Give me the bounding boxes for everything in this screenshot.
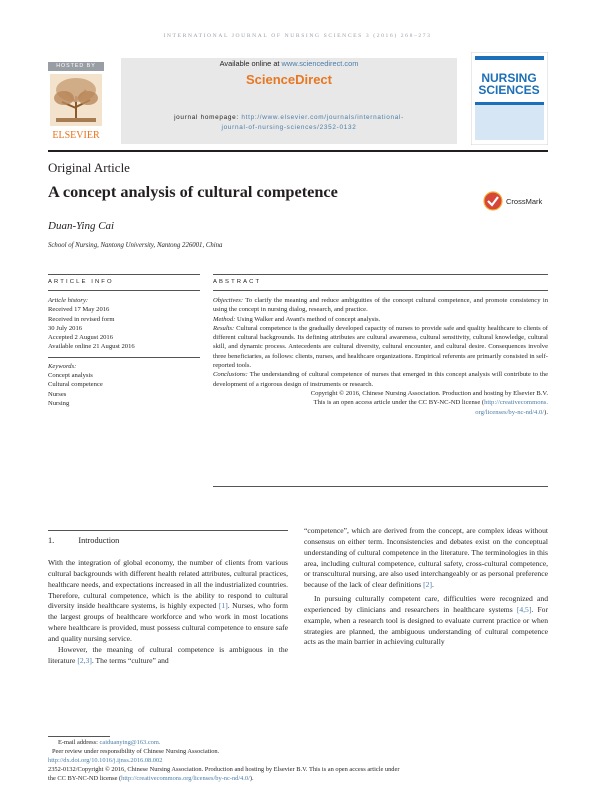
keyword: Nurses — [48, 390, 67, 398]
history-item: Received 17 May 2016 — [48, 306, 110, 314]
abstract-conclusions — [213, 370, 548, 389]
hosted-by-label: HOSTED BY — [48, 62, 104, 71]
section-number: 1. — [48, 536, 55, 545]
history-label: Article history: — [48, 297, 89, 304]
sciencedirect-logo[interactable]: ScienceDirect — [246, 72, 332, 87]
article-info — [48, 296, 200, 408]
elsevier-logo[interactable] — [48, 72, 104, 144]
results-label: Results: — [213, 324, 235, 332]
conclusions-label: Conclusions: — [213, 371, 248, 379]
cover-title-line2: SCIENCES — [478, 83, 540, 97]
abstract-body — [213, 296, 548, 417]
cover-title-line1: NURSING — [481, 71, 537, 85]
body-left-column — [48, 558, 288, 666]
homepage-label: journal homepage: — [174, 114, 239, 121]
history-item: Received in revised form — [48, 315, 115, 323]
keyword: Nursing — [48, 399, 70, 407]
author-affiliation: School of Nursing, Nantong University, Nantong 226001, China — [48, 242, 223, 249]
available-online-label: Available online at — [219, 59, 280, 68]
license-suffix: ). — [544, 408, 548, 416]
objectives-label: Objectives: — [213, 297, 244, 304]
footnotes — [48, 738, 548, 783]
paragraph-text: In pursuing culturally competent care, difficulties were recognized and experienced by clinicians and researchers in healthcare systems — [304, 594, 548, 614]
abstract-results — [213, 324, 548, 370]
citation-link[interactable]: [2] — [423, 580, 432, 590]
license-link-2[interactable]: org/licenses/by-nc-nd/4.0/ — [475, 408, 545, 416]
keyword: Cultural competence — [48, 381, 103, 389]
email-label: E-mail address: — [58, 739, 98, 746]
running-head: INTERNATIONAL JOURNAL OF NURSING SCIENCES 3 (2016) 268–273 — [163, 33, 432, 39]
available-online-line — [121, 59, 457, 68]
keyword: Concept analysis — [48, 372, 93, 380]
section-heading — [48, 536, 119, 545]
footer-license-link[interactable]: http://creativecommons.org/licenses/by-nc-nd/4.0/ — [121, 775, 250, 782]
method-label: Method: — [213, 315, 236, 323]
abstract-heading: ABSTRACT — [213, 279, 262, 285]
abstract-bottom-rule — [213, 486, 548, 487]
journal-homepage — [121, 113, 457, 133]
article-type: Original Article — [48, 160, 130, 175]
email-link[interactable]: caiduanying@163.com. — [99, 739, 161, 746]
article-title: A concept analysis of cultural competence — [48, 182, 338, 201]
sciencedirect-url-link[interactable]: www.sciencedirect.com — [281, 59, 359, 68]
footer-license-suffix: ). — [249, 775, 254, 782]
footer-license-prefix: the CC BY-NC-ND license ( — [48, 775, 122, 782]
article-info-heading: ARTICLE INFO — [48, 279, 114, 285]
conclusions-text: The understanding of cultural competence of nurses that emerged in this concept analysis will contribute to the development of a rigorous design of instruments or research. — [213, 371, 549, 388]
peer-review-note: Peer review under responsibility of Chinese Nursing Association. — [52, 748, 220, 755]
method-text: Using Walker and Avant's method of concept analysis. — [237, 315, 381, 323]
paragraph-text: . The terms “culture” and — [91, 655, 169, 665]
crossmark-badge[interactable] — [482, 190, 548, 212]
doi-link[interactable]: http://dx.doi.org/10.1016/j.ijnss.2016.08.002 — [48, 757, 163, 764]
citation-link[interactable]: [2,3] — [77, 655, 92, 665]
paragraph — [304, 526, 548, 591]
abstract-copyright-1: Copyright © 2016, Chinese Nursing Association. Production and hosting by Elsevier B.V. — [310, 389, 548, 397]
crossmark-label: CrossMark — [506, 197, 543, 206]
abstract-top-rule — [213, 274, 548, 275]
abstract-rule — [213, 290, 548, 291]
section-title: Introduction — [78, 536, 120, 545]
paragraph-text: However, the meaning of cultural competence is ambiguous in the literature — [48, 644, 288, 665]
citation-link[interactable]: [1] — [218, 601, 228, 611]
article-info-top-rule — [48, 274, 200, 275]
keywords-divider — [48, 357, 200, 358]
license-link-1[interactable]: http://creativecommons. — [484, 399, 548, 407]
article-info-rule — [48, 290, 200, 291]
history-item: Available online 21 August 2016 — [48, 343, 135, 351]
footer-copyright-1: 2352-0132/Copyright © 2016, Chinese Nursing Association. Production and hosting by Elsevier B.V. This is an open access article under — [48, 766, 400, 773]
objectives-text: To clarify the meaning and reduce ambiguities of the concept cultural competence, and promote consistency in using the concept in nursing dialog, research, and practice. — [213, 297, 549, 314]
paragraph-text: “competence”, which are derived from the concept, are complex ideas without consensus on either term. Inconsistencies and debates exist on the conceptual understanding of cultural competence in the literature. The terminologies in this area, including cultural competence, cultural safety, cross-cultural competence, or transcultural nursing, are also used interchangeably or as personal preference because of the lack of clear definitions — [304, 526, 548, 590]
author-name[interactable]: Duan-Ying Cai — [48, 220, 115, 232]
abstract-copyright-3 — [213, 408, 548, 417]
results-text: Cultural competence is the gradually developed capacity of nurses to provide safe and quality healthcare to clients of different cultural backgrounds. Its defining attributes are cultural awareness, cultural sensitivity, cultural knowledge, cultural skill, and dynamic process. Antecedents are cultural diversity, cultural encounter, and cultural desire. Consequences involve three beneficiaries, as follows: clients, nurses, and healthcare organizations. Empirical referents are primarily consisted in self-reported tools. — [213, 324, 549, 370]
footer-copyright-2 — [48, 774, 548, 783]
paragraph — [48, 558, 288, 645]
license-prefix: This is an open access article under the CC BY-NC-ND license ( — [313, 399, 485, 407]
homepage-url-line2[interactable]: journal-of-nursing-sciences/2352-0132 — [221, 124, 357, 131]
paragraph — [48, 645, 288, 667]
homepage-url-line1[interactable]: http://www.elsevier.com/journals/international- — [241, 114, 404, 121]
elsevier-wordmark: ELSEVIER — [52, 130, 100, 141]
email-footnote — [48, 738, 548, 747]
journal-cover-thumbnail[interactable] — [471, 52, 548, 145]
abstract-objectives — [213, 296, 548, 315]
abstract-copyright-2 — [213, 398, 548, 407]
paragraph-text: With the integration of global economy, the number of clients from various cultural backgrounds with different health related attributes, cultural practices, healthcare needs, and expectations increased in all the industrialized countries. Therefore, cultural competence, which is the ability to respond to cultural diversity inside healthcare systems, is highly expected — [48, 558, 288, 611]
section-rule — [48, 530, 288, 531]
history-item: 30 July 2016 — [48, 324, 83, 332]
abstract-method — [213, 315, 548, 324]
paragraph-text: . — [432, 580, 434, 590]
history-item: Accepted 2 August 2016 — [48, 334, 114, 342]
body-right-column — [304, 526, 548, 648]
footnote-rule — [48, 736, 110, 737]
paragraph-text: . Nurses, who form the largest groups of healthcare workforce and who work in most locations where healthcare is provided, must possess cultural competence to ensure safe and quality nursing service. — [48, 601, 289, 643]
paragraph-text: . For example, when a research tool is designed to evaluate current practice or when strategies are planned, the ambiguous understanding of cultural competence acts as the main barrier in achieving culturally — [304, 604, 548, 647]
header-rule — [48, 150, 548, 152]
keywords-label: Keywords: — [48, 362, 77, 370]
citation-link[interactable]: [4,5] — [516, 604, 532, 614]
paragraph — [304, 594, 548, 648]
